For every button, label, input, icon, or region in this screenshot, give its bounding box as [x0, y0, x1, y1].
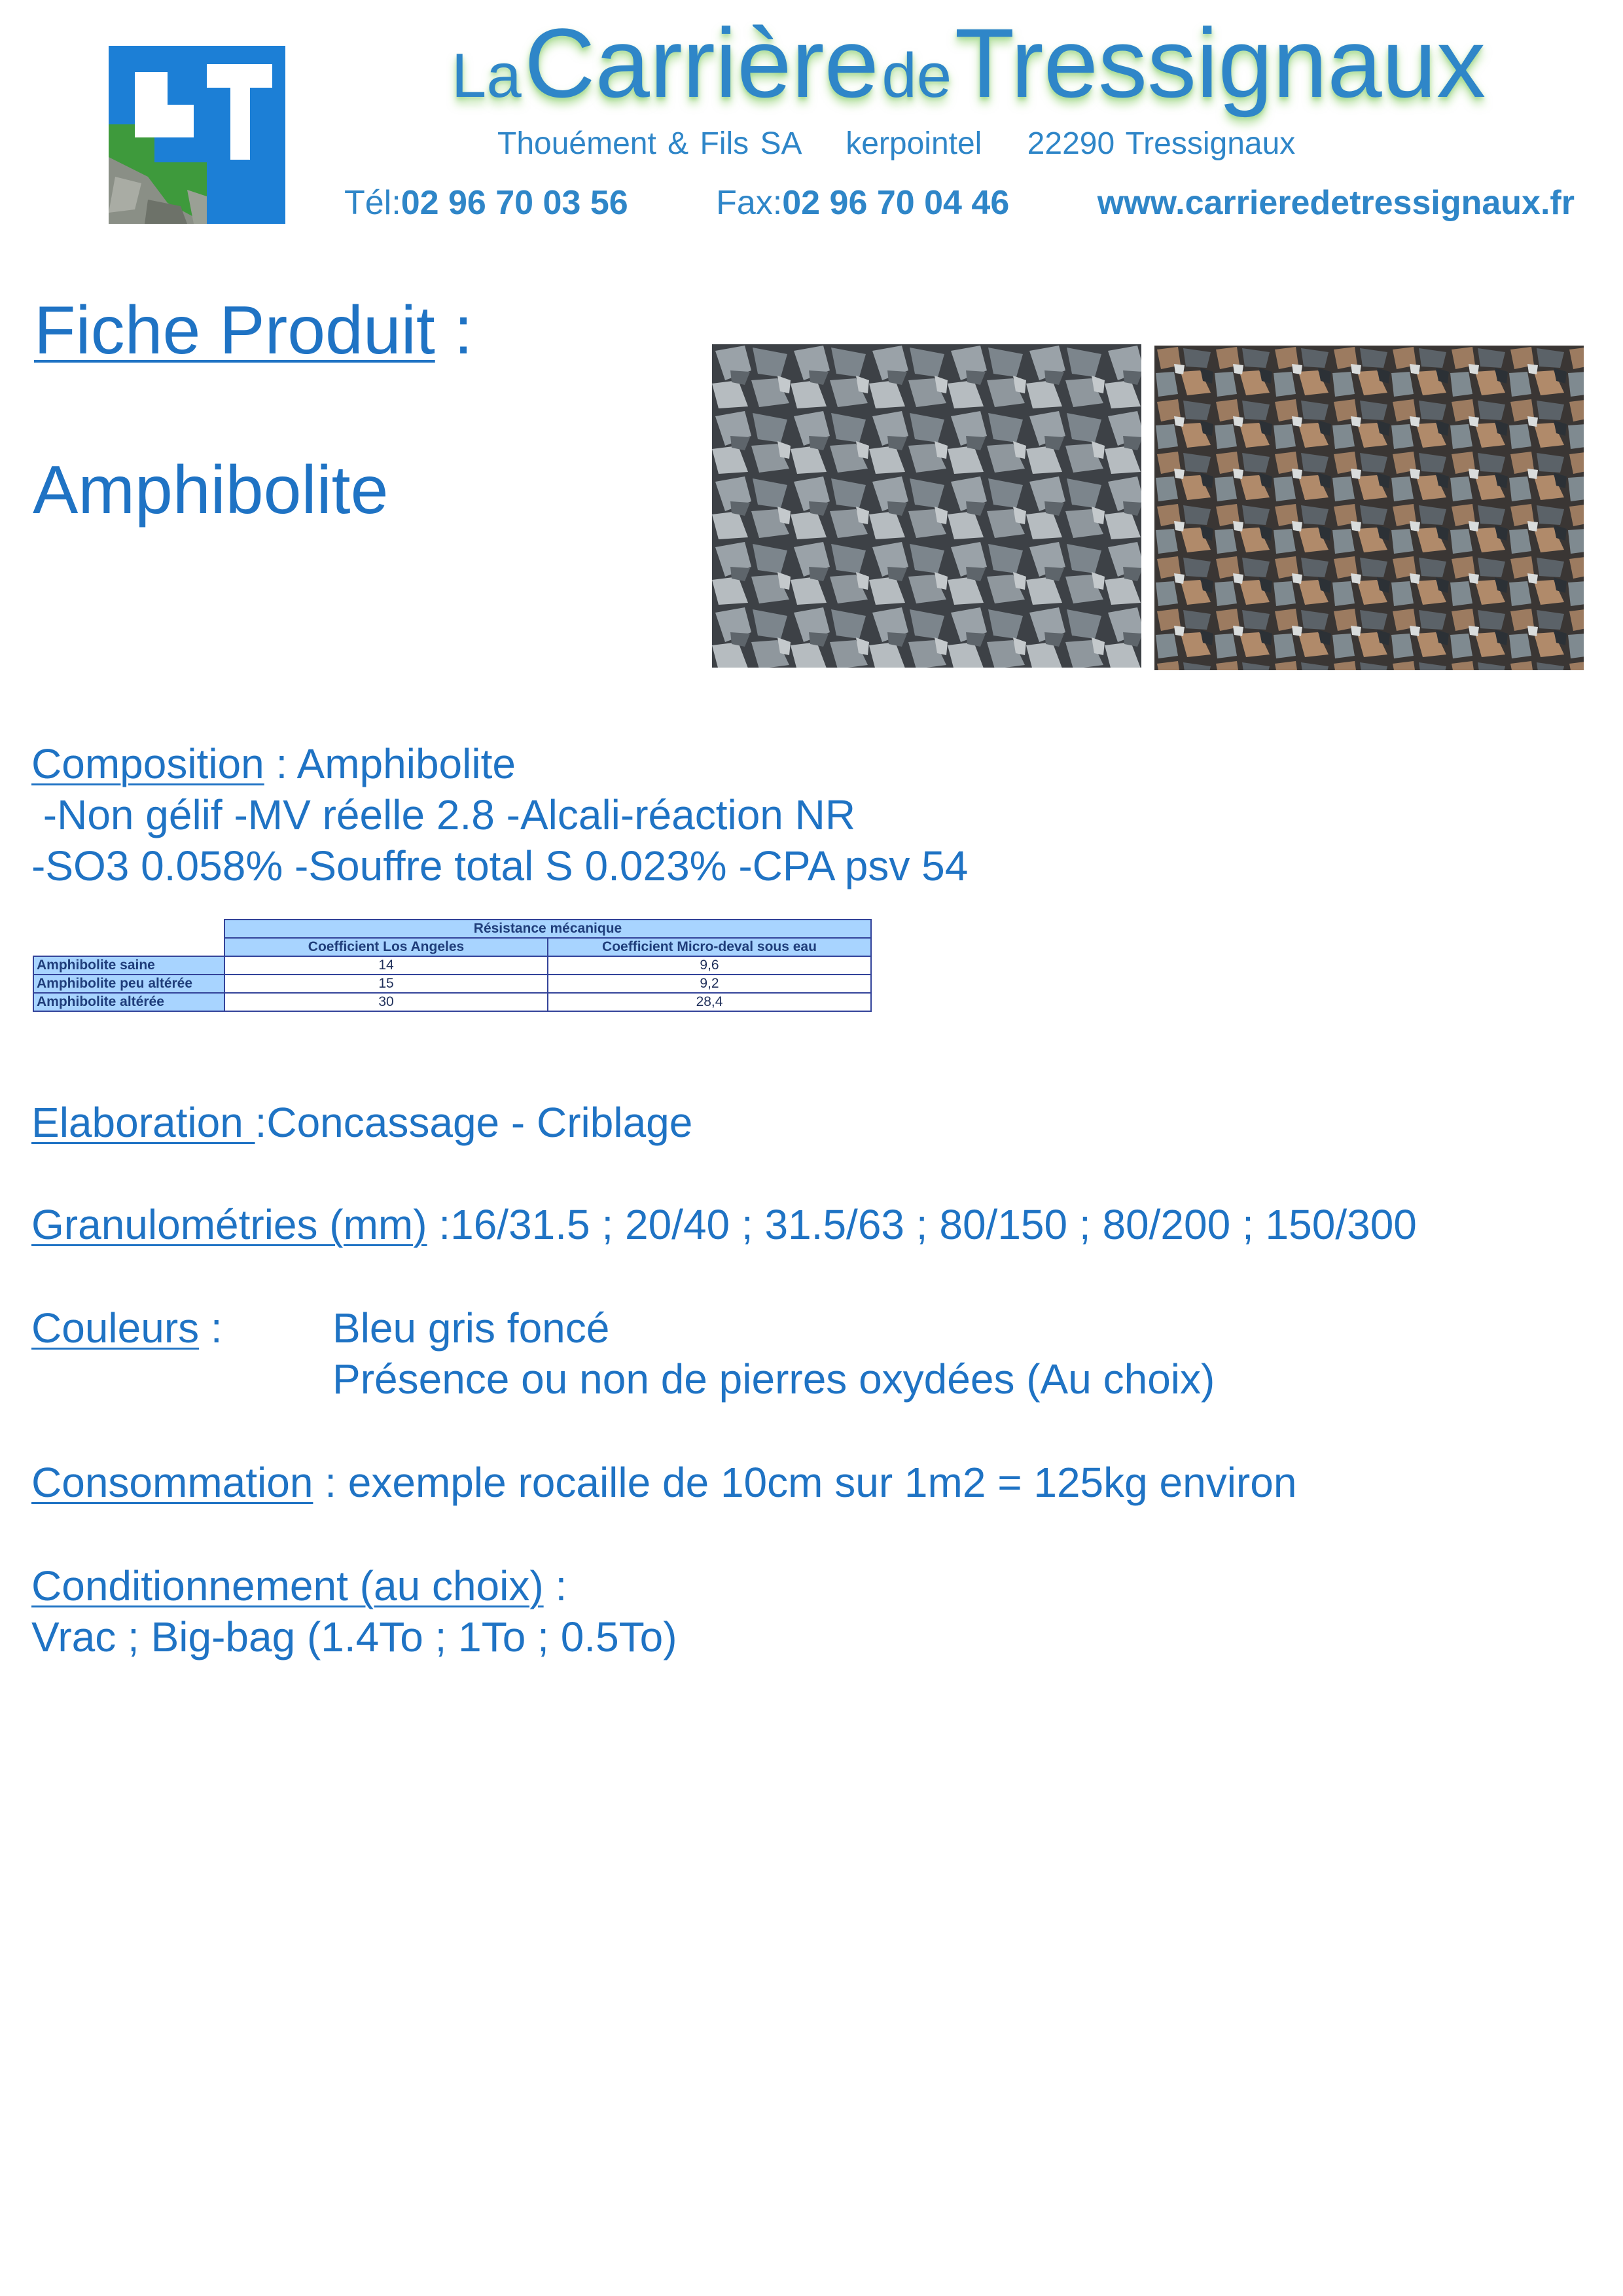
phone: Tél:02 96 70 03 56 [344, 184, 628, 222]
table-row [33, 956, 871, 975]
micro-deval-value: 9,6 [548, 956, 871, 975]
table-row [33, 993, 871, 1011]
fax: Fax:02 96 70 04 46 [716, 184, 1010, 222]
elaboration-label: Elaboration [31, 1099, 255, 1146]
row-label: Amphibolite peu altérée [33, 975, 224, 993]
composition-line: Composition : Amphibolite [31, 740, 516, 787]
brand-carriere: Carrière [524, 8, 879, 118]
table-row [33, 975, 871, 993]
resistance-table [33, 919, 872, 1012]
table-title-row [33, 920, 871, 938]
brand-title [380, 7, 1558, 120]
elaboration-value: :Concassage - Criblage [255, 1099, 693, 1146]
consommation-value: : exemple rocaille de 10cm sur 1m2 = 125kg environ [313, 1459, 1297, 1506]
los-angeles-value: 15 [224, 975, 548, 993]
composition-properties-2: -SO3 0.058% -Souffre total S 0.023% -CPA psv 54 [31, 842, 969, 889]
composition-value: Amphibolite [296, 740, 516, 787]
gravel-photo-blue-grey [712, 344, 1141, 668]
fiche-produit-label: Fiche Produit [34, 293, 435, 368]
micro-deval-value: 28,4 [548, 993, 871, 1011]
table-header-row [33, 938, 871, 956]
consommation-label: Consommation [31, 1459, 313, 1506]
conditionnement-label: Conditionnement (au choix) [31, 1562, 544, 1609]
couleurs-value-2: Présence ou non de pierres oxydées (Au choix) [332, 1355, 1215, 1403]
contact-line [344, 183, 1575, 223]
column-header: Coefficient Los Angeles [224, 938, 548, 956]
los-angeles-value: 14 [224, 956, 548, 975]
quarry-logo-icon [109, 46, 285, 224]
brand-tressignaux: Tressignaux [954, 8, 1486, 118]
conditionnement-line: Conditionnement (au choix) : [31, 1562, 567, 1609]
website-link[interactable]: www.carrieredetressignaux.fr [1097, 184, 1575, 222]
granulometries-line [31, 1199, 1417, 1250]
gravel-photo-oxidized [1154, 346, 1584, 670]
granulometries-label: Granulométries (mm) [31, 1201, 427, 1248]
page-title: Fiche Produit : [34, 293, 473, 368]
company-address: Thouément & Fils SA kerpointel 22290 Tressignaux [497, 126, 1296, 161]
composition-label: Composition [31, 740, 264, 787]
couleurs-line: Couleurs : [31, 1304, 223, 1352]
los-angeles-value: 30 [224, 993, 548, 1011]
table-title: Résistance mécanique [224, 920, 871, 938]
couleurs-value-1: Bleu gris foncé [332, 1304, 610, 1352]
composition-properties-1: -Non gélif -MV réelle 2.8 -Alcali-réaction NR [31, 791, 856, 838]
micro-deval-value: 9,2 [548, 975, 871, 993]
product-name: Amphibolite [33, 452, 389, 528]
granulometries-value: :16/31.5 ; 20/40 ; 31.5/63 ; 80/150 ; 80/200 ; 150/300 [427, 1201, 1417, 1248]
elaboration-line [31, 1097, 692, 1148]
row-label: Amphibolite altérée [33, 993, 224, 1011]
brand-la: La [451, 41, 522, 111]
conditionnement-value: Vrac ; Big-bag (1.4To ; 1To ; 0.5To) [31, 1613, 677, 1660]
row-label: Amphibolite saine [33, 956, 224, 975]
brand-de: de [882, 41, 952, 111]
column-header: Coefficient Micro-deval sous eau [548, 938, 871, 956]
couleurs-label: Couleurs [31, 1304, 200, 1352]
consommation-line [31, 1457, 1296, 1508]
